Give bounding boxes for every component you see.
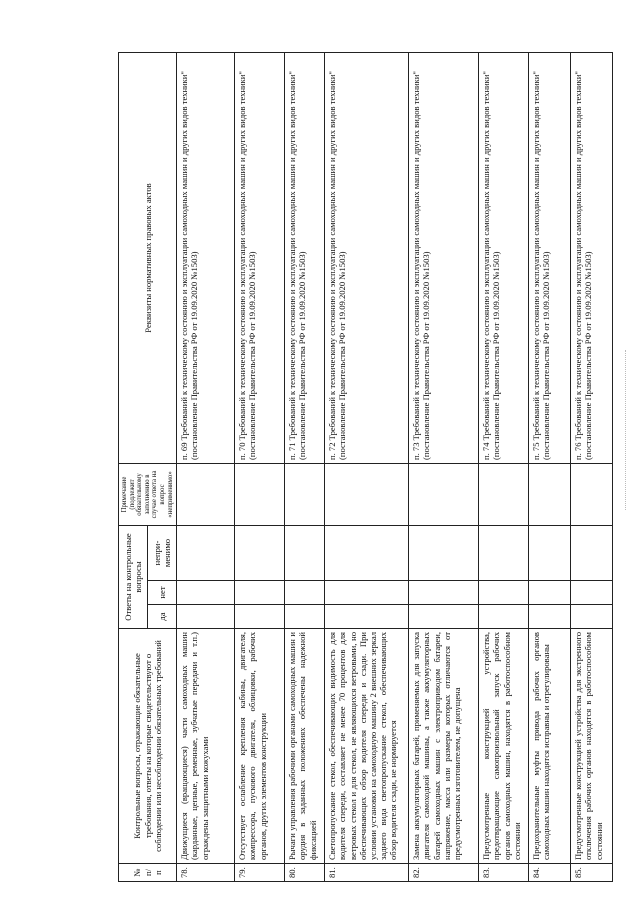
- table-row: [529, 53, 571, 882]
- answer-na-cell[interactable]: [177, 525, 235, 580]
- row-question: Предусмотренные конструкцией устройства для экстренного отключения рабочих органов находятся в работоспособном состоянии: [571, 629, 613, 864]
- answer-yes-cell[interactable]: [177, 605, 235, 629]
- row-requisites: п. 71 Требований к техническому состоянию и эксплуатации самоходных машин и других видов техники" (постановление Правительства РФ от 19.09.2020 №1503): [285, 53, 325, 464]
- rotated-table-sheet: [118, 52, 618, 882]
- header-requisites: Реквизиты нормативных правовых актов: [119, 53, 177, 464]
- row-num: 78.: [177, 864, 235, 882]
- header-no: нет: [148, 581, 177, 605]
- table-row: [409, 53, 479, 882]
- header-note: Примечание (подлежит обязательному заполнению в случае ответа на вопрос «неприменимо»: [119, 463, 177, 525]
- answer-no-cell[interactable]: [409, 581, 479, 605]
- note-cell[interactable]: [571, 463, 613, 525]
- row-requisites: п. 70 Требований к техническому состоянию и эксплуатации самоходных машин и других видов техники" (постановление Правительства РФ от 19.09.2020 №1503): [235, 53, 285, 464]
- row-num: 84.: [529, 864, 571, 882]
- answer-na-cell[interactable]: [325, 525, 409, 580]
- answer-na-cell[interactable]: [235, 525, 285, 580]
- row-question: Рычаги управления рабочими органами самоходных машин и орудия в заданных положениях обеспечены надежной фиксацией: [285, 629, 325, 864]
- row-requisites: п. 72 Требований к техническому состоянию и эксплуатации самоходных машин и других видов техники" (постановление Правительства РФ от 19.09.2020 №1503): [325, 53, 409, 464]
- header-num: № п/п: [119, 864, 177, 882]
- row-question: Предохранительные муфты привода рабочих органов самоходных машин находятся исправны и отрегулированы: [529, 629, 571, 864]
- row-num: 85.: [571, 864, 613, 882]
- row-requisites: п. 73 Требований к техническому состоянию и эксплуатации самоходных машин и других видов техники" (постановление Правительства РФ от 19.09.2020 №1503): [409, 53, 479, 464]
- note-cell[interactable]: [177, 463, 235, 525]
- answer-yes-cell[interactable]: [235, 605, 285, 629]
- table-row: [571, 53, 613, 882]
- scan-margin-mark: [625, 350, 630, 510]
- row-requisites: п. 69 Требований к техническому состоянию и эксплуатации самоходных машин и других видов техники" (постановление Правительства РФ от 19.09.2020 №1503): [177, 53, 235, 464]
- answer-na-cell[interactable]: [571, 525, 613, 580]
- header-row: [119, 53, 148, 882]
- row-question: Отсутствует ослабление крепления кабины, двигателя, компрессора, пускового двигателя, облицовки, рабочих органов, других элементов конструкции: [235, 629, 285, 864]
- checklist-table: [118, 52, 613, 882]
- answer-yes-cell[interactable]: [571, 605, 613, 629]
- row-question: Замена аккумуляторных батарей, применяемых для запуска двигателя самоходной машины, а также аккумуляторных батарей самоходных машин с электроприводом батареи, напряжение, масса или размеры которых отличаются от предусмотренных изготовителем, не допущена: [409, 629, 479, 864]
- answer-yes-cell[interactable]: [479, 605, 529, 629]
- row-num: 83.: [479, 864, 529, 882]
- table-row: [235, 53, 285, 882]
- row-question: Предусмотренные конструкцией устройства, предотвращающие самопроизвольный запуск рабочих органов самоходных машин, находятся в работоспособном состоянии: [479, 629, 529, 864]
- row-num: 79.: [235, 864, 285, 882]
- note-cell[interactable]: [409, 463, 479, 525]
- answer-no-cell[interactable]: [479, 581, 529, 605]
- answer-no-cell[interactable]: [325, 581, 409, 605]
- answer-no-cell[interactable]: [285, 581, 325, 605]
- row-requisites: п. 74 Требований к техническому состоянию и эксплуатации самоходных машин и других видов техники" (постановление Правительства РФ от 19.09.2020 №1503): [479, 53, 529, 464]
- row-num: 81.: [325, 864, 409, 882]
- answer-yes-cell[interactable]: [325, 605, 409, 629]
- row-question: Движущиеся (вращающиеся) части самоходных машин (карданные, цепные, ременные, зубчатые передачи и т.п.) ограждены защитными кожухами: [177, 629, 235, 864]
- note-cell[interactable]: [479, 463, 529, 525]
- header-answers-group: Ответы на контрольные вопросы: [119, 525, 148, 628]
- answer-no-cell[interactable]: [529, 581, 571, 605]
- note-cell[interactable]: [235, 463, 285, 525]
- answer-yes-cell[interactable]: [409, 605, 479, 629]
- note-cell[interactable]: [325, 463, 409, 525]
- row-requisites: п. 76 Требований к техническому состоянию и эксплуатации самоходных машин и других видов техники" (постановление Правительства РФ от 19.09.2020 №1503): [571, 53, 613, 464]
- row-question: Светопропускание стекол, обеспечивающих видимость для водителя спереди, составляет не менее 70 процентов для ветровых стекол и для стекол, не являющихся ветровыми, но обеспечивающих обзор водителя спереди и сзади. При условии установки на самоходную машину 2 внешних зеркал заднего вида светопропускание стекол, обеспечивающих обзор водителя сзади, не нормируется: [325, 629, 409, 864]
- table-row: [285, 53, 325, 882]
- answer-na-cell[interactable]: [409, 525, 479, 580]
- header-not-applicable: непри-менимо: [148, 525, 177, 580]
- row-requisites: п. 75 Требований к техническому состоянию и эксплуатации самоходных машин и других видов техники" (постановление Правительства РФ от 19.09.2020 №1503): [529, 53, 571, 464]
- note-cell[interactable]: [529, 463, 571, 525]
- row-num: 80.: [285, 864, 325, 882]
- row-num: 82.: [409, 864, 479, 882]
- answer-no-cell[interactable]: [235, 581, 285, 605]
- answer-na-cell[interactable]: [529, 525, 571, 580]
- answer-na-cell[interactable]: [285, 525, 325, 580]
- table-row: [479, 53, 529, 882]
- answer-yes-cell[interactable]: [529, 605, 571, 629]
- note-cell[interactable]: [285, 463, 325, 525]
- table-row: [325, 53, 409, 882]
- answer-no-cell[interactable]: [177, 581, 235, 605]
- table-row: [177, 53, 235, 882]
- answer-na-cell[interactable]: [479, 525, 529, 580]
- answer-yes-cell[interactable]: [285, 605, 325, 629]
- header-question: Контрольные вопросы, отражающие обязательные требования, ответы на которые свидетельствуют о соблюдении или несоблюдении обязательных требований: [119, 629, 177, 864]
- header-yes: да: [148, 605, 177, 629]
- answer-no-cell[interactable]: [571, 581, 613, 605]
